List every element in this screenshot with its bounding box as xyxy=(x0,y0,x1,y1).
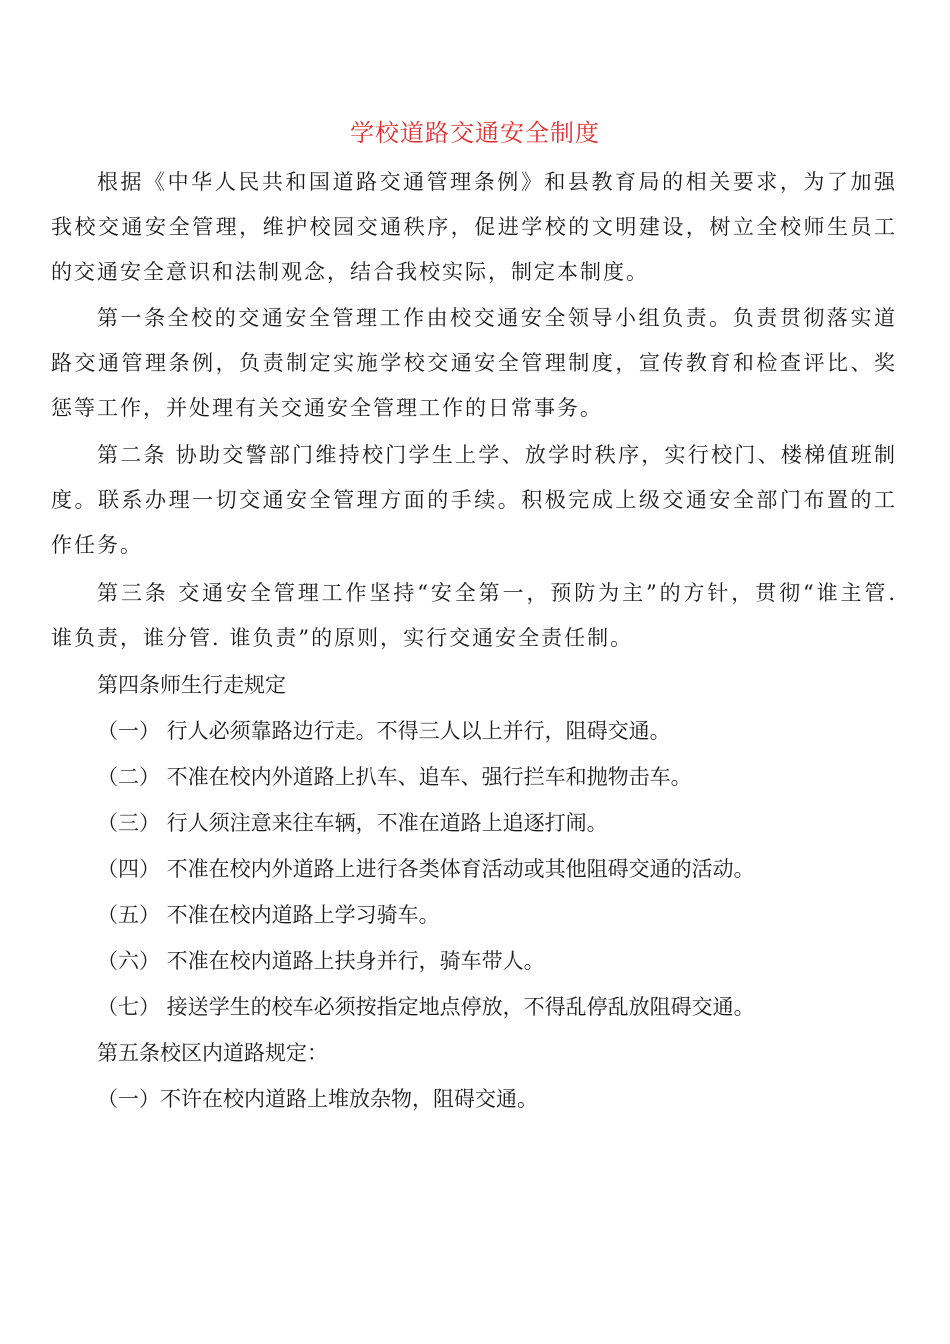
article-5-heading: 第五条校区内道路规定： xyxy=(97,1041,328,1065)
article-5-item: （一）不许在校内道路上堆放杂物，阻碍交通。 xyxy=(97,1087,538,1111)
article-4-item: （七） 接送学生的校车必须按指定地点停放，不得乱停乱放阻碍交通。 xyxy=(97,995,755,1019)
article-4-item: （四） 不准在校内外道路上进行各类体育活动或其他阻碍交通的活动。 xyxy=(97,857,755,881)
article-4-item: （六） 不准在校内道路上扶身并行，骑车带人。 xyxy=(97,949,545,973)
article-4-item: （三） 行人须注意来往车辆，不准在道路上追逐打闹。 xyxy=(97,811,608,835)
article-4-item: （二） 不准在校内外道路上扒车、追车、强行拦车和抛物击车。 xyxy=(97,765,692,789)
article-3-paragraph: 第三条 交通安全管理工作坚持“安全第一，预防为主”的方针，贯彻“谁主管. 谁负责，谁分管. 谁负责”的原则，实行交通安全责任制。 xyxy=(51,581,897,650)
article-1-paragraph: 第一条全校的交通安全管理工作由校交通安全领导小组负责。负责贯彻落实道路交通管理条例，负责制定实施学校交通安全管理制度，宣传教育和检查评比、奖惩等工作，并处理有关交通安全管理工作的日常事务。 xyxy=(51,306,897,420)
document-title: 学校道路交通安全制度 xyxy=(350,119,600,147)
intro-paragraph: 根据《中华人民共和国道路交通管理条例》和县教育局的相关要求，为了加强我校交通安全管理，维护校园交通秩序，促进学校的文明建设，树立全校师生员工的交通安全意识和法制观念，结合我校实际，制定本制度。 xyxy=(51,170,897,284)
article-4-heading: 第四条师生行走规定 xyxy=(97,673,286,697)
article-4-item: （一） 行人必须靠路边行走。不得三人以上并行，阻碍交通。 xyxy=(97,719,671,743)
article-4-item: （五） 不准在校内道路上学习骑车。 xyxy=(97,903,440,927)
article-2-paragraph: 第二条 协助交警部门维持校门学生上学、放学时秩序，实行校门、楼梯值班制度。联系办理一切交通安全管理方面的手续。积极完成上级交通安全部门布置的工作任务。 xyxy=(51,443,897,557)
